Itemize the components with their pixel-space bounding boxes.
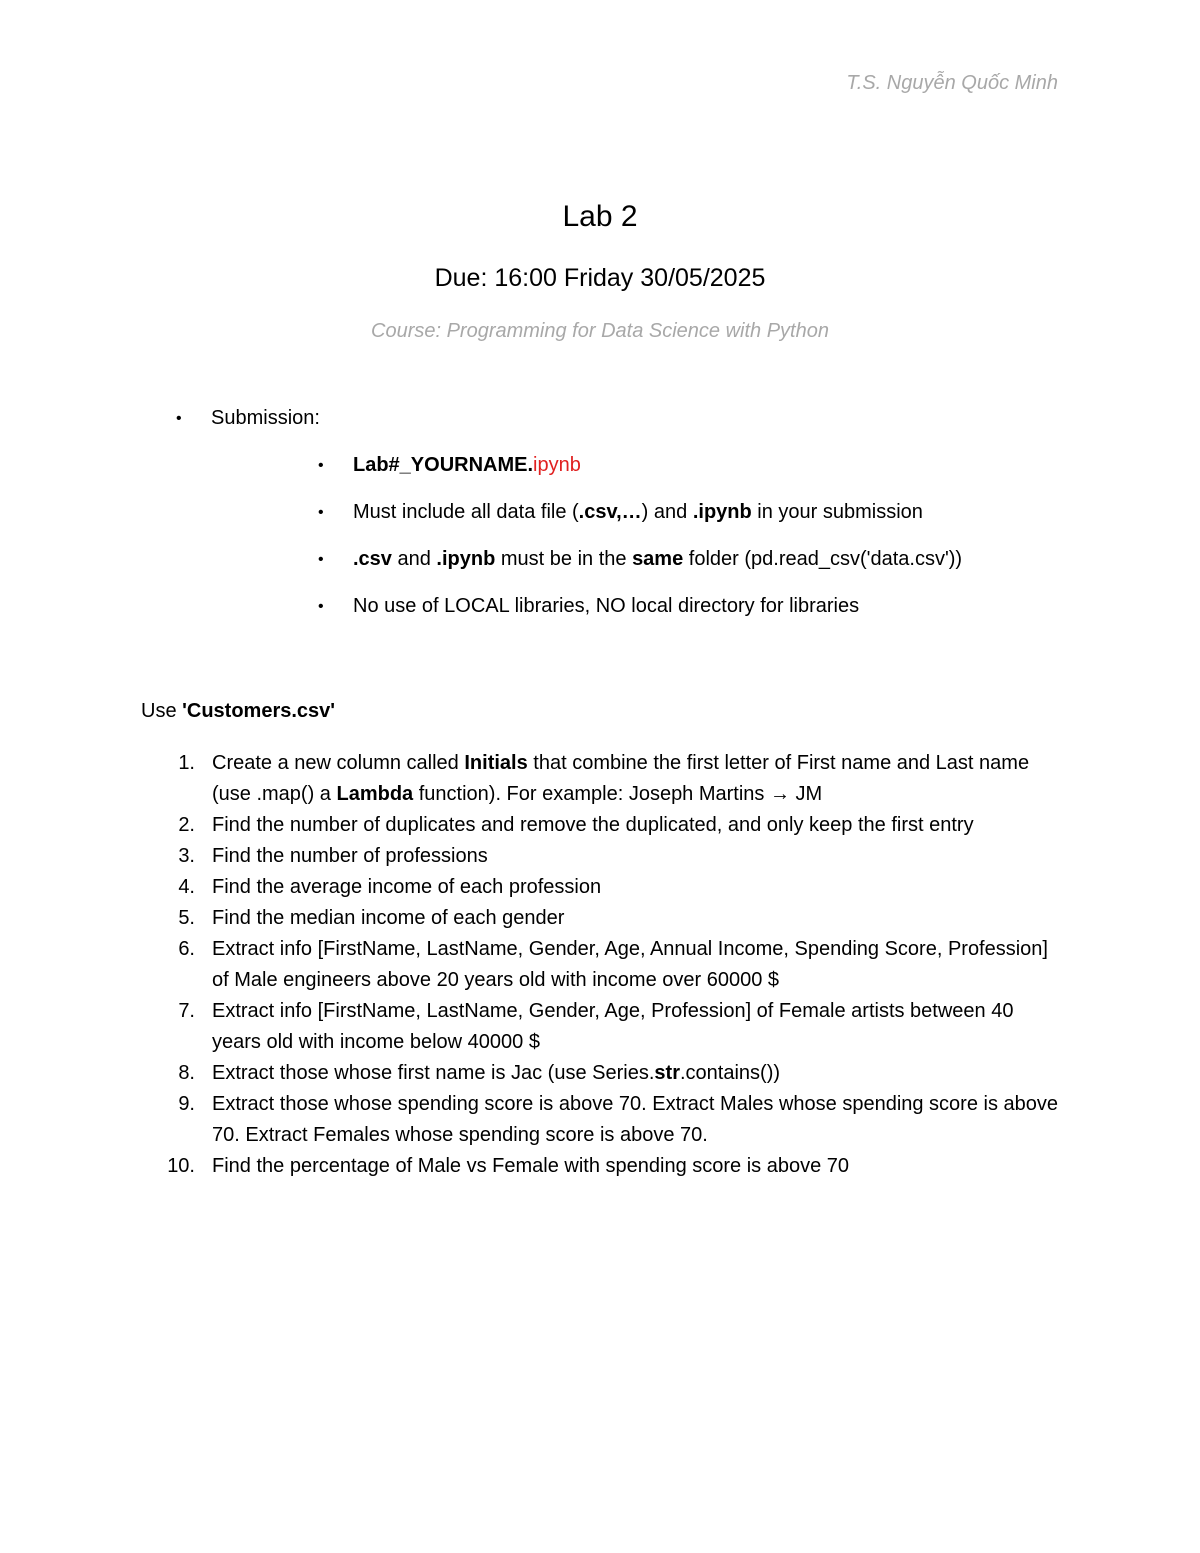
task-text: Extract info [FirstName, LastName, Gender, Age, Annual Income, Spending Score, Profession] of Male engineers above 20 years old with income over 60000 $: [212, 938, 1048, 991]
dataset-prefix: Use: [141, 700, 183, 722]
same-folder-bold: .ipynb: [436, 548, 496, 570]
bullet-icon: •: [318, 457, 324, 474]
task-bold: str: [654, 1062, 680, 1084]
task-text: Extract those whose spending score is above 70. Extract Males whose spending score is above 70. Extract Females whose spending score is above 70.: [212, 1093, 1059, 1146]
list-item: [141, 1151, 1061, 1182]
course-subtitle: Course: Programming for Data Science with Python: [371, 320, 829, 342]
include-text: [353, 500, 923, 524]
list-item: [141, 872, 1061, 903]
include-part: ) and: [641, 501, 693, 523]
task-list: [141, 748, 1061, 1182]
same-folder-bold: same: [632, 548, 684, 570]
list-item: [141, 841, 1061, 872]
same-folder-part: and: [391, 548, 437, 570]
task-bold: Initials: [464, 752, 528, 774]
task-number: 4.: [178, 876, 195, 898]
task-text: Extract those whose first name is Jac (use Series.: [212, 1062, 655, 1084]
task-text: .contains()): [679, 1062, 781, 1084]
list-item: [141, 1089, 1061, 1151]
no-local-text: No use of LOCAL libraries, NO local directory for libraries: [353, 595, 860, 617]
task-bold: Lambda: [336, 783, 414, 805]
task-text: JM: [790, 783, 823, 805]
include-bold: .ipynb: [692, 501, 752, 523]
same-folder-bold: .csv: [353, 548, 392, 570]
task-text: that combine the first letter of First name and Last name (use .map() a: [212, 752, 1030, 805]
same-folder-text: [353, 547, 962, 571]
task-text: function). For example: Joseph Martins: [413, 783, 770, 805]
include-part: in your submission: [751, 501, 923, 523]
submission-label: Submission:: [211, 407, 320, 429]
task-number: 1.: [178, 752, 195, 774]
task-text: Find the percentage of Male vs Female with spending score is above 70: [212, 1155, 850, 1177]
task-text: Extract info [FirstName, LastName, Gender, Age, Profession] of Female artists between 40 years old with income below 40000 $: [212, 1000, 1014, 1053]
list-item: [141, 934, 1061, 996]
filename-ext: ipynb: [533, 454, 581, 476]
task-text: Find the number of professions: [212, 845, 488, 867]
header-author: T.S. Nguyễn Quốc Minh: [846, 72, 1058, 94]
task-number: 2.: [178, 814, 195, 836]
dataset-line: [141, 700, 335, 723]
task-number: 3.: [178, 845, 195, 867]
same-folder-part: folder (pd.read_csv('data.csv')): [683, 548, 963, 570]
dataset-file: 'Customers.csv': [182, 700, 336, 722]
bullet-icon: •: [318, 551, 324, 568]
task-number: 9.: [178, 1093, 195, 1115]
list-item: [141, 810, 1061, 841]
include-part: Must include all data file (: [353, 501, 579, 523]
bullet-icon: •: [318, 598, 324, 615]
task-number: 7.: [178, 1000, 195, 1022]
task-text: Create a new column called: [212, 752, 465, 774]
same-folder-part: must be in the: [495, 548, 633, 570]
include-bold: .csv,…: [578, 501, 642, 523]
task-text: Find the average income of each profession: [212, 876, 602, 898]
list-item: [141, 1058, 1061, 1089]
task-number: 8.: [178, 1062, 195, 1084]
bullet-icon: •: [318, 504, 324, 521]
task-number: 10.: [167, 1155, 195, 1177]
filename-base: Lab#_YOURNAME.: [353, 454, 534, 476]
bullet-icon: •: [176, 410, 182, 427]
due-date: Due: 16:00 Friday 30/05/2025: [434, 264, 766, 292]
arrow-right-icon: →: [770, 783, 790, 805]
filename-text: [353, 453, 581, 477]
list-item: [141, 748, 1061, 810]
page-title: Lab 2: [562, 200, 638, 233]
task-text: Find the number of duplicates and remove the duplicated, and only keep the first entry: [212, 814, 974, 836]
task-text: Find the median income of each gender: [212, 907, 565, 929]
task-number: 6.: [178, 938, 195, 960]
list-item: [141, 996, 1061, 1058]
task-number: 5.: [178, 907, 195, 929]
list-item: [141, 903, 1061, 934]
